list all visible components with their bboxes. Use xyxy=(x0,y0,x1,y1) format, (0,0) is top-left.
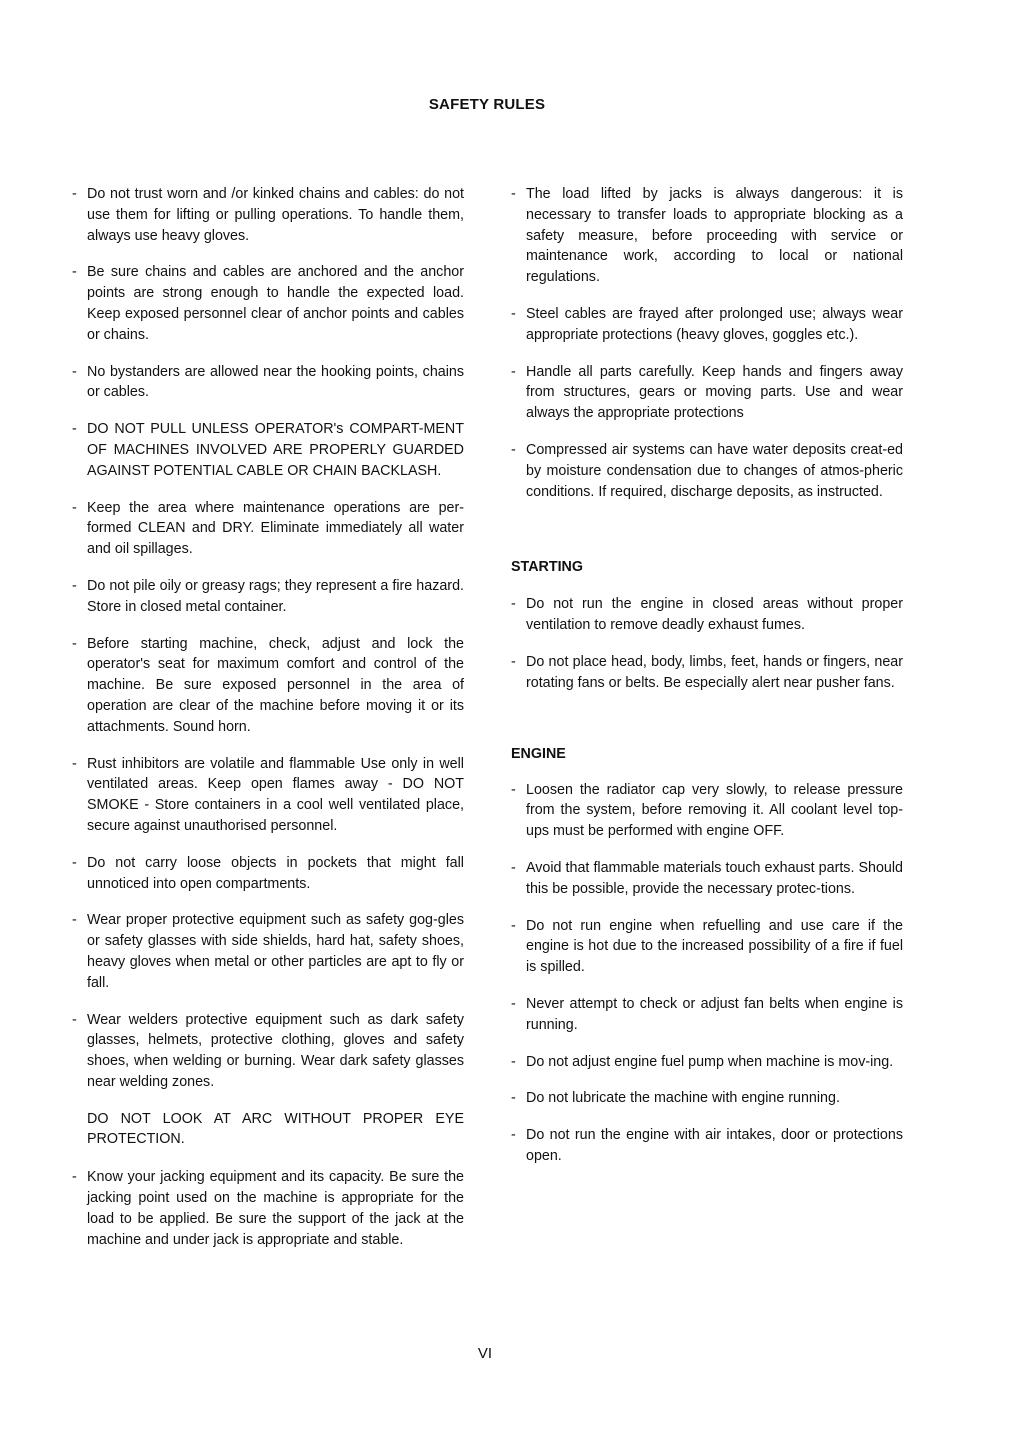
rule-item xyxy=(511,1125,903,1167)
rule-item xyxy=(511,184,903,288)
rule-text: Rust inhibitors are volatile and flammable Use only in well ventilated areas. Keep open flames away - DO NOT SMOKE - Store containers in a cool well ventilated place, secure against unauthorised personnel. xyxy=(87,755,464,834)
rule-item xyxy=(511,1088,903,1109)
left-column xyxy=(72,184,464,1266)
rule-item xyxy=(72,362,464,404)
rule-item xyxy=(511,994,903,1036)
bullet-dash: - xyxy=(72,912,77,929)
bullet-dash: - xyxy=(511,596,516,613)
right-column xyxy=(511,184,903,1183)
rule-item xyxy=(72,853,464,895)
bullet-dash: - xyxy=(72,421,77,438)
section-title-starting: STARTING xyxy=(511,559,584,576)
rule-text: No bystanders are allowed near the hooking points, chains or cables. xyxy=(87,363,464,401)
rule-text: Handle all parts carefully. Keep hands and fingers away from structures, gears or moving parts. Use and wear always the appropriate protections xyxy=(526,363,903,422)
rule-text: DO NOT PULL UNLESS OPERATOR's COMPART-MENT OF MACHINES INVOLVED ARE PROPERLY GUARDED AGAINST POTENTIAL CABLE OR CHAIN BACKLASH. xyxy=(87,421,464,479)
rule-item xyxy=(511,440,903,502)
bullet-dash: - xyxy=(511,653,516,670)
rule-text: Do not run the engine in closed areas without proper ventilation to remove deadly exhaust fumes. xyxy=(526,596,903,634)
rule-text: Do not trust worn and /or kinked chains and cables: do not use them for lifting or pulling operations. To handle them, always use heavy gloves. xyxy=(87,186,464,244)
rule-text: Be sure chains and cables are anchored and the anchor points are strong enough to handle the expected load. Keep exposed personnel clear of anchor points and cables or chains. xyxy=(87,264,464,343)
rule-item xyxy=(72,754,464,837)
bullet-dash: - xyxy=(511,441,516,458)
rule-text: Do not adjust engine fuel pump when machine is mov-ing. xyxy=(526,1053,894,1070)
bullet-dash: - xyxy=(511,1127,516,1144)
rule-text: Compressed air systems can have water deposits creat-ed by moisture condensation due to changes of atmos-pheric conditions. If required, discharge deposits, as instructed. xyxy=(526,441,903,500)
bullet-dash: - xyxy=(72,854,77,871)
page-number: VI xyxy=(477,1345,493,1362)
bullet-dash: - xyxy=(72,186,77,202)
rule-text: Know your jacking equipment and its capacity. Be sure the jacking point used on the machine is appropriate for the load to be applied. Be sure the support of the jack at the machine and under jack is appropriate and stable. xyxy=(87,1169,464,1248)
rule-text: Do not place head, body, limbs, feet, hands or fingers, near rotating fans or belts. Be especially alert near pusher fans. xyxy=(526,653,903,691)
rule-item xyxy=(511,594,903,636)
rule-text: Wear welders protective equipment such as dark safety glasses, helmets, protective clothing, gloves and safety shoes, when welding or burning. Wear dark safety glasses near welding zones. xyxy=(87,1011,464,1090)
rule-item xyxy=(72,262,464,345)
bullet-dash: - xyxy=(511,995,516,1012)
rule-item xyxy=(72,910,464,993)
rule-text: Before starting machine, check, adjust and lock the operator's seat for maximum comfort and control of the machine. Be sure exposed personnel in the area of operation are clear of the machine before moving it or its attachments. Sound horn. xyxy=(87,635,464,735)
section-title-engine: ENGINE xyxy=(511,745,566,762)
rule-text: The load lifted by jacks is always dangerous: it is necessary to transfer loads to appropriate blocking as a safety measure, before proceeding with service or maintenance work, according to local or national regulations. xyxy=(526,186,903,286)
rule-text: Wear proper protective equipment such as safety gog-gles or safety glasses with side shields, hard hat, safety shoes, heavy gloves when metal or other particles are apt to fly or fall. xyxy=(87,912,464,991)
bullet-dash: - xyxy=(511,305,516,322)
bullet-dash: - xyxy=(72,499,77,516)
rule-text: Loosen the radiator cap very slowly, to release pressure from the system, before removing it. All coolant level top-ups must be performed with engine OFF. xyxy=(526,781,903,840)
page-title: SAFETY RULES xyxy=(428,96,546,113)
eye-protection-note: DO NOT LOOK AT ARC WITHOUT PROPER EYE PROTECTION. xyxy=(87,1110,464,1148)
rule-item xyxy=(511,652,903,694)
bullet-dash: - xyxy=(511,917,516,934)
bullet-dash: - xyxy=(511,1053,516,1070)
bullet-dash: - xyxy=(72,264,77,281)
rule-item xyxy=(72,498,464,560)
rule-text: Never attempt to check or adjust fan belts when engine is running. xyxy=(526,995,903,1033)
rule-text: Avoid that flammable materials touch exhaust parts. Should this be possible, provide the necessary protec-tions. xyxy=(526,859,903,897)
bullet-dash: - xyxy=(72,1169,77,1186)
rule-text: Keep the area where maintenance operations are per-formed CLEAN and DRY. Eliminate immediately all water and oil spillages. xyxy=(87,499,464,558)
bullet-dash: - xyxy=(72,755,77,772)
rule-item xyxy=(72,419,464,481)
bullet-dash: - xyxy=(511,186,516,202)
bullet-dash: - xyxy=(72,577,77,594)
rule-item xyxy=(72,634,464,738)
bullet-dash: - xyxy=(511,363,516,380)
rule-item xyxy=(72,1010,464,1093)
bullet-dash: - xyxy=(511,1090,516,1107)
rule-text: Do not run the engine with air intakes, door or protections open. xyxy=(526,1127,903,1164)
bullet-dash: - xyxy=(72,1011,77,1028)
rule-text: Do not carry loose objects in pockets that might fall unnoticed into open compartments. xyxy=(87,854,464,892)
rule-item xyxy=(511,858,903,900)
rule-item xyxy=(72,576,464,618)
rule-text: Do not lubricate the machine with engine running. xyxy=(526,1090,840,1107)
bullet-dash: - xyxy=(72,363,77,380)
rule-text: Do not pile oily or greasy rags; they represent a fire hazard. Store in closed metal container. xyxy=(87,577,464,615)
rule-text: Steel cables are frayed after prolonged use; always wear appropriate protections (heavy gloves, goggles etc.). xyxy=(526,305,903,343)
rule-item xyxy=(72,1167,464,1250)
bullet-dash: - xyxy=(511,859,516,876)
rule-item xyxy=(511,780,903,842)
rule-item xyxy=(511,362,903,424)
rule-item xyxy=(511,1052,903,1073)
rule-item xyxy=(511,304,903,346)
rule-item xyxy=(72,184,464,246)
bullet-dash: - xyxy=(72,635,77,652)
bullet-dash: - xyxy=(511,781,516,798)
rule-text: Do not run engine when refuelling and use care if the engine is hot due to the increased possibility of a fire if fuel is spilled. xyxy=(526,917,903,976)
rule-item xyxy=(511,916,903,978)
